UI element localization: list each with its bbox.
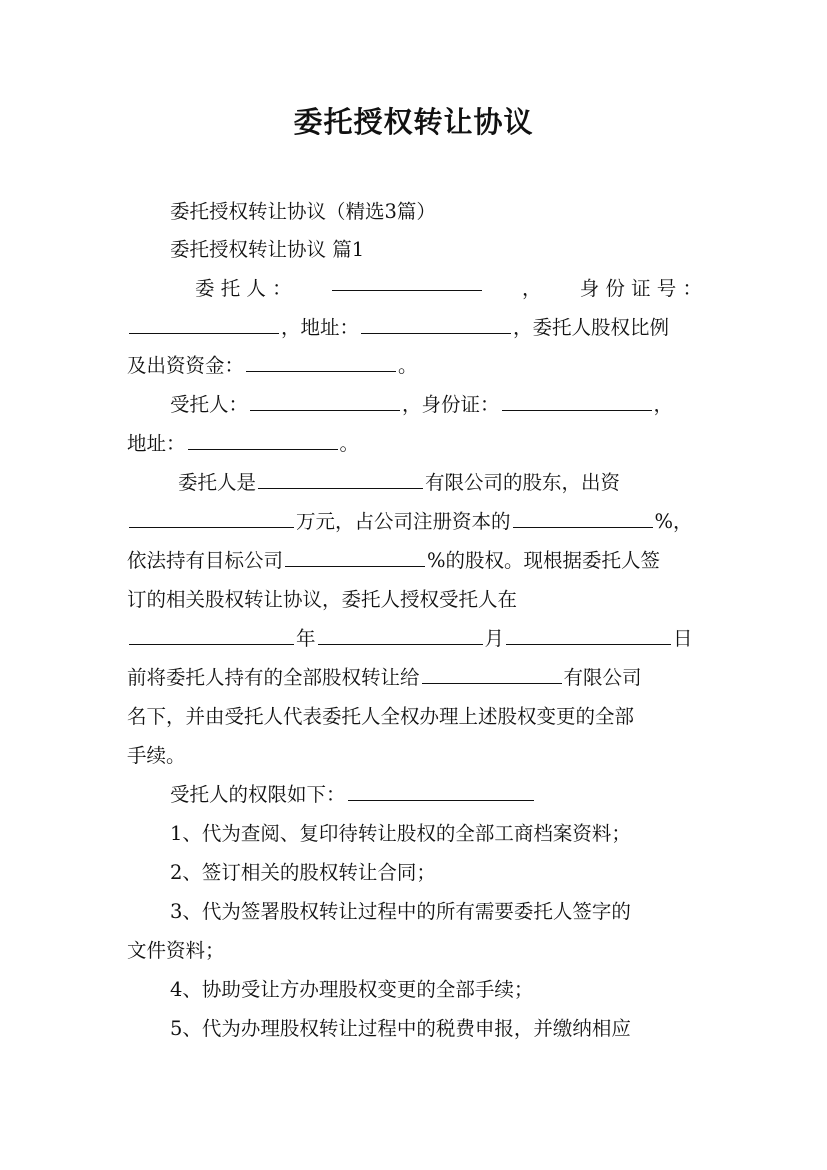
body-p1-e: 依法持有目标公司 xyxy=(127,549,284,572)
party-b-name-blank[interactable] xyxy=(250,390,400,411)
capital-amount-blank[interactable] xyxy=(129,507,294,528)
day-blank[interactable] xyxy=(506,624,671,645)
party-a-address-blank[interactable] xyxy=(361,313,511,334)
body-line-5 xyxy=(127,620,702,658)
article-heading: 委托授权转让协议 篇1 xyxy=(170,238,365,261)
party-b-address-blank[interactable] xyxy=(188,429,338,450)
target-ratio-blank[interactable] xyxy=(285,546,425,567)
party-b-line-2 xyxy=(127,425,702,463)
body-p1-a: 委托人是 xyxy=(178,471,257,494)
party-b-end: 。 xyxy=(339,432,360,455)
month-blank[interactable] xyxy=(318,624,483,645)
body-line-1 xyxy=(178,464,702,502)
registered-capital-ratio-blank[interactable] xyxy=(513,507,653,528)
party-a-sep: ， xyxy=(521,277,542,300)
body-day: 日 xyxy=(673,627,693,650)
body-p1-c: 万元，占公司注册资本的 xyxy=(296,510,511,533)
party-a-id-blank[interactable] xyxy=(129,313,279,334)
party-b-address-label: 地址： xyxy=(127,432,186,455)
party-a-name-blank[interactable] xyxy=(332,270,482,291)
party-b-line-1 xyxy=(170,386,702,424)
body-line-4 xyxy=(127,581,702,619)
authority-item-3: 3、代为签署股权转让过程中的所有需要委托人签字的 xyxy=(170,900,631,923)
document-title: 委托授权转让协议 xyxy=(293,105,534,139)
party-a-ratio-label: ，委托人股权比例 xyxy=(513,316,670,339)
body-line-3 xyxy=(127,542,702,580)
party-a-capital-label: 及出资资金： xyxy=(127,354,245,377)
body-p1-h: 前将委托人持有的全部股权转让给 xyxy=(127,666,420,689)
body-line-7: 名下，并由受托人代表委托人全权办理上述股权变更的全部 xyxy=(127,705,635,728)
party-a-line-2 xyxy=(127,309,702,347)
company-name-blank[interactable] xyxy=(258,468,423,489)
party-b-id-label: ，身份证： xyxy=(402,393,500,416)
body-year: 年 xyxy=(296,627,316,650)
document-subtitle: 委托授权转让协议（精选3篇） xyxy=(170,200,436,223)
body-p1-i: 有限公司 xyxy=(563,666,642,689)
authority-item-5: 5、代为办理股权转让过程中的税费申报，并缴纳相应 xyxy=(170,1017,631,1040)
body-line-6 xyxy=(127,659,702,697)
party-b-id-blank[interactable] xyxy=(502,390,652,411)
authority-blank[interactable] xyxy=(348,780,534,801)
party-a-label: 委 托 人 ： xyxy=(195,277,292,300)
authority-heading: 受托人的权限如下： xyxy=(170,783,346,806)
party-a-capital-blank[interactable] xyxy=(246,351,396,372)
body-p1-d: %， xyxy=(654,510,693,533)
party-a-line-3 xyxy=(127,347,702,385)
authority-item-4: 4、协助受让方办理股权变更的全部手续； xyxy=(170,978,534,1001)
party-a-end: 。 xyxy=(398,354,418,377)
authority-item-1: 1、代为查阅、复印待转让股权的全部工商档案资料； xyxy=(170,822,631,845)
body-line-2 xyxy=(127,503,702,541)
party-a-line-1 xyxy=(195,270,702,308)
body-p1-f: %的股权。现根据委托人签 xyxy=(427,549,661,572)
party-a-address-label: ，地址： xyxy=(281,316,360,339)
authority-heading-line xyxy=(170,776,702,814)
party-b-label: 受托人： xyxy=(170,393,249,416)
authority-item-3-cont: 文件资料； xyxy=(127,939,225,962)
body-p1-b: 有限公司的股东，出资 xyxy=(425,471,621,494)
body-line-8: 手续。 xyxy=(127,744,186,767)
transferee-company-blank[interactable] xyxy=(422,663,562,684)
authority-item-2: 2、签订相关的股权转让合同； xyxy=(170,861,436,884)
party-a-id-label: 身 份 证 号 ： xyxy=(579,277,702,300)
body-p1-g: 订的相关股权转让协议，委托人授权受托人在 xyxy=(127,588,518,611)
year-blank[interactable] xyxy=(129,624,294,645)
body-month: 月 xyxy=(484,627,505,650)
party-b-comma: ， xyxy=(653,393,674,416)
